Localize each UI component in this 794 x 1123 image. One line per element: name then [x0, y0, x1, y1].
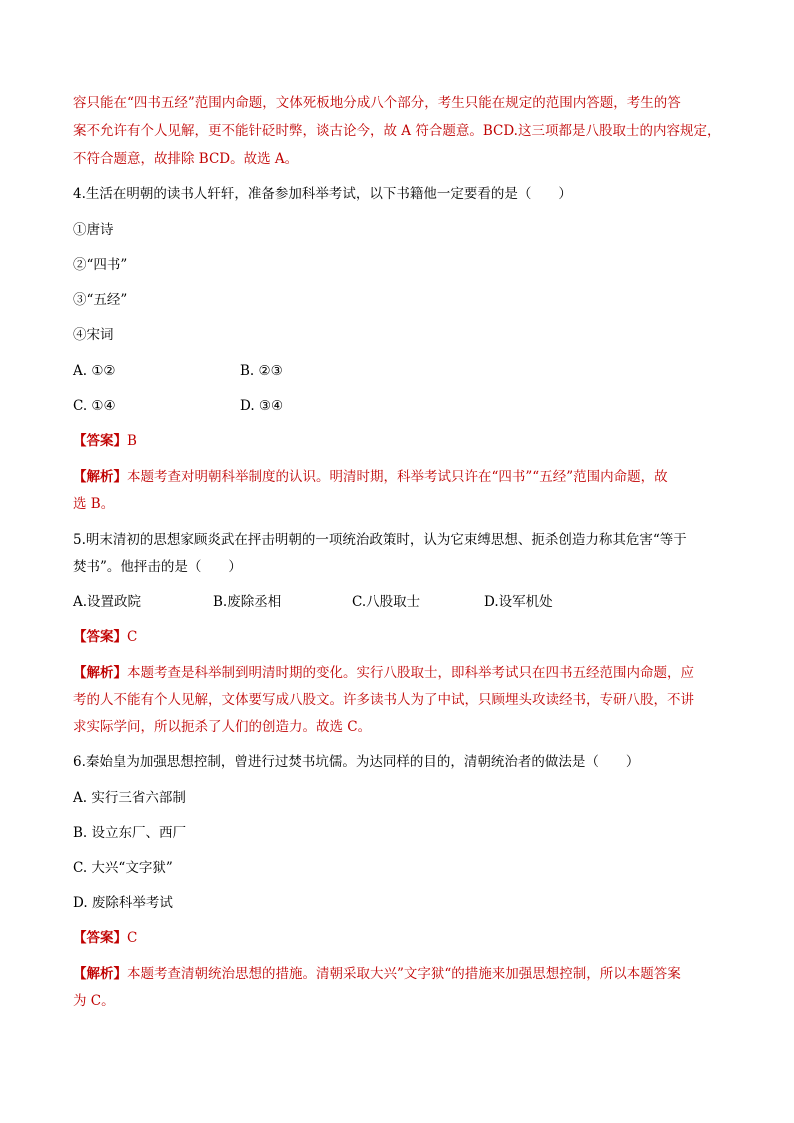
q4-option-a: A. ①②: [73, 363, 116, 379]
q6-analysis-line-2: 为 C。: [73, 993, 115, 1009]
answer-tag: 【答案】: [73, 433, 127, 449]
q5-analysis-line-2: 考的人不能有个人见解，文体要写成八股文。许多读书人为了中试，只顾埋头攻读经书，专研八股，不讲: [73, 692, 694, 708]
q6-stem: 6.秦始皇为加强思想控制，曾进行过焚书坑儒。为达同样的目的，清朝统治者的做法是（ ）: [73, 754, 640, 770]
q4-option-b: B. ②③: [240, 363, 283, 379]
analysis-tag: 【解析】: [73, 665, 127, 681]
q6-answer: [73, 929, 137, 947]
intro-line-3: 不符合题意，故排除 BCD。故选 A。: [73, 151, 299, 167]
q5-option-c: C.八股取士: [352, 594, 421, 610]
q5-answer: [73, 628, 137, 646]
q6-analysis-line-1: [73, 965, 681, 983]
q6-option-d: D. 废除科举考试: [73, 895, 173, 911]
analysis-text: 本题考查清朝统治思想的措施。清朝采取大兴”文字狱“的措施来加强思想控制，所以本题答案: [127, 966, 681, 982]
q5-option-b: B.废除丞相: [213, 594, 282, 610]
answer-value: C: [127, 930, 138, 946]
q4-option-d: D. ③④: [240, 398, 284, 414]
analysis-text: 本题考查是科举制到明清时期的变化。实行八股取士，即科举考试只在四书五经范围内命题，应: [127, 665, 694, 681]
q4-analysis-line-1: [73, 468, 668, 486]
q5-stem-line-2: 焚书”。他抨击的是（ ）: [73, 559, 242, 575]
answer-value: B: [127, 433, 137, 449]
q6-option-a: A. 实行三省六部制: [73, 790, 186, 806]
intro-line-2: 案不允许有个人见解，更不能针砭时弊，谈古论今，故 A 符合题意。BCD.这三项都是八股取士的内容规定，: [73, 123, 721, 139]
analysis-text: 本题考查对明朝科举制度的认识。明清时期，科举考试只许在“四书”“五经”范围内命题，故: [127, 469, 668, 485]
q4-analysis-line-2: 选 B。: [73, 496, 115, 512]
analysis-tag: 【解析】: [73, 966, 127, 982]
intro-line-1: 容只能在“四书五经”范围内命题，文体死板地分成八个部分，考生只能在规定的范围内答题，考生的答: [73, 95, 681, 111]
q4-item-3: ③“五经”: [73, 292, 128, 308]
q6-option-c: C. 大兴“文字狱”: [73, 860, 173, 876]
answer-tag: 【答案】: [73, 930, 127, 946]
q4-option-c: C. ①④: [73, 398, 116, 414]
q5-stem-line-1: 5.明末清初的思想家顾炎武在抨击明朝的一项统治政策时，认为它束缚思想、扼杀创造力称其危害“等于: [73, 532, 687, 548]
q6-option-b: B. 设立东厂、西厂: [73, 825, 187, 841]
q5-analysis-line-3: 求实际学问，所以扼杀了人们的创造力。故选 C。: [73, 719, 372, 735]
analysis-tag: 【解析】: [73, 469, 127, 485]
answer-tag: 【答案】: [73, 629, 127, 645]
q4-answer: [73, 432, 137, 450]
q5-option-d: D.设军机处: [484, 594, 553, 610]
q5-option-a: A.设置政院: [73, 594, 142, 610]
answer-value: C: [127, 629, 138, 645]
q5-analysis-line-1: [73, 664, 694, 682]
q4-item-2: ②“四书”: [73, 257, 128, 273]
q4-item-4: ④宋词: [73, 327, 114, 343]
q4-stem: 4.生活在明朝的读书人轩轩，准备参加科举考试，以下书籍他一定要看的是（ ）: [73, 186, 572, 202]
q4-item-1: ①唐诗: [73, 222, 114, 238]
